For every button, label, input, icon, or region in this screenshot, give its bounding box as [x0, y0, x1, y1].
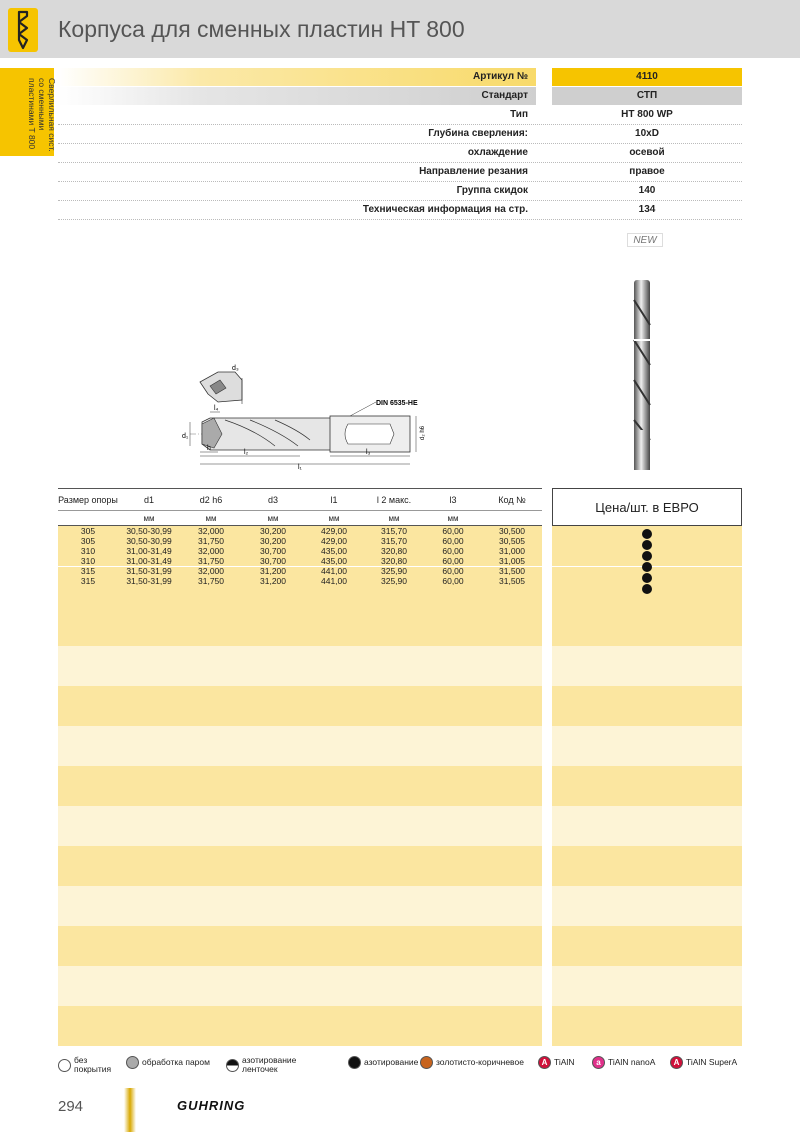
spec-row [58, 87, 742, 106]
legend-item [592, 1056, 655, 1069]
unit-cell [58, 511, 118, 525]
page-footer [0, 1088, 800, 1132]
section-tab-label: Сверлильная сист. со сменными пластинами T 800 [27, 78, 57, 152]
brand-logo: GUHRING [177, 1098, 246, 1113]
table-cell: 31,50-31,99 [126, 566, 172, 576]
table-band [58, 966, 542, 1006]
row-divider [58, 219, 742, 220]
table-cell: 31,00-31,49 [126, 546, 172, 556]
spec-label: Группа скидок [58, 182, 536, 200]
table-cell: 320,80 [381, 546, 407, 556]
table-cell: 315 [80, 566, 96, 576]
table-band [58, 726, 542, 766]
spec-row [58, 125, 742, 144]
legend-label: азотирование [364, 1057, 419, 1067]
h-label: h [207, 445, 211, 452]
section-tab [0, 68, 57, 156]
units-row [58, 510, 542, 526]
table-cell: 310 [80, 546, 96, 556]
table-cell: 31,750 [198, 576, 224, 586]
table-band [58, 606, 542, 646]
legend-label: золотисто-коричневое [436, 1057, 524, 1067]
spec-label: Техническая информация на стр. [58, 201, 536, 219]
unit-cell [482, 511, 542, 525]
legend-label: азотирование ленточек [242, 1055, 297, 1074]
spec-label: Артикул № [58, 68, 536, 86]
l4-label: l₄ [214, 405, 219, 412]
table-cell: 305 [80, 526, 96, 536]
coating-swatch-icon [226, 1059, 239, 1072]
table-band [58, 686, 542, 726]
spec-value: 134 [638, 204, 656, 215]
table-cell: 32,000 [198, 526, 224, 536]
unit-cell: мм [143, 514, 155, 523]
table-cell: 31,50-31,99 [126, 576, 172, 586]
table-cell: 60,00 [442, 566, 464, 576]
price-band [552, 966, 742, 1006]
spec-value: осевой [629, 147, 665, 158]
price-band [552, 926, 742, 966]
column-header: Размер опоры [58, 488, 118, 510]
coating-swatch-icon [348, 1056, 361, 1069]
table-cell: 60,00 [442, 546, 464, 556]
table-cell: 441,00 [321, 576, 347, 586]
table-cell: 429,00 [321, 526, 347, 536]
table-cell: 30,200 [260, 526, 286, 536]
spec-row [58, 163, 742, 182]
price-band [552, 606, 742, 646]
page-header [0, 0, 800, 58]
table-cell: 32,000 [198, 546, 224, 556]
coating-swatch-icon: A [538, 1056, 551, 1069]
table-cell: 60,00 [442, 576, 464, 586]
column-header: l 2 макс. [364, 488, 424, 510]
availability-dot [642, 562, 652, 572]
table-band [58, 806, 542, 846]
table-row[interactable] [58, 566, 542, 576]
price-band [552, 686, 742, 726]
footer-divider [124, 1088, 136, 1132]
column-header: d2 h6 [180, 488, 242, 510]
legend-item [670, 1056, 737, 1069]
table-cell: 30,500 [499, 526, 525, 536]
table-cell: 60,00 [442, 526, 464, 536]
legend-label: TiAlN [554, 1057, 575, 1067]
availability-dot [642, 573, 652, 583]
legend-item [226, 1056, 304, 1074]
table-cell: 31,000 [499, 546, 525, 556]
legend-label: без покрытия [74, 1055, 112, 1074]
legend-item [420, 1056, 524, 1069]
table-cell: 435,00 [321, 556, 347, 566]
price-band [552, 886, 742, 926]
spec-label: Глубина сверления: [58, 125, 536, 143]
table-cell: 30,200 [260, 536, 286, 546]
table-band [58, 926, 542, 966]
spec-value: 4110 [552, 68, 742, 86]
spec-label: Стандарт [58, 87, 536, 105]
table-cell: 60,00 [442, 556, 464, 566]
table-cell: 429,00 [321, 536, 347, 546]
page-title: Корпуса для сменных пластин HT 800 [58, 16, 465, 42]
coating-swatch-icon: A [670, 1056, 683, 1069]
table-cell: 325,90 [381, 576, 407, 586]
spec-value: СТП [552, 87, 742, 105]
table-cell: 310 [80, 556, 96, 566]
column-header: l3 [424, 488, 482, 510]
unit-cell: мм [388, 514, 400, 523]
availability-dot [642, 551, 652, 561]
spec-label: Тип [58, 106, 536, 124]
legend-item [126, 1056, 210, 1069]
spec-table [58, 68, 742, 220]
coating-swatch-icon [58, 1059, 71, 1072]
spec-row [58, 201, 742, 220]
l1-label: l₁ [298, 464, 302, 470]
table-cell: 31,750 [198, 536, 224, 546]
price-band [552, 806, 742, 846]
l2-label: l₂ [244, 449, 249, 456]
table-cell: 30,700 [260, 546, 286, 556]
column-header: d3 [242, 488, 304, 510]
table-cell: 30,50-30,99 [126, 536, 172, 546]
spec-label: Направление резания [58, 163, 536, 181]
table-cell: 315 [80, 576, 96, 586]
spec-row [58, 144, 742, 163]
price-band [552, 1006, 742, 1046]
spec-value: 10xD [635, 128, 659, 139]
page-number: 294 [58, 1098, 84, 1115]
price-band [552, 646, 742, 686]
legend-item [58, 1055, 112, 1074]
spec-row [58, 182, 742, 201]
table-cell: 305 [80, 536, 96, 546]
table-cell: 31,505 [499, 576, 525, 586]
table-cell: 435,00 [321, 546, 347, 556]
column-header: Код № [482, 488, 542, 510]
table-cell: 31,500 [499, 566, 525, 576]
table-cell: 30,505 [499, 536, 525, 546]
table-band [58, 1006, 542, 1046]
table-cell: 31,00-31,49 [126, 556, 172, 566]
spec-value: HT 800 WP [621, 109, 673, 120]
legend-label: TiAlN nanoA [608, 1057, 656, 1067]
table-cell: 30,50-30,99 [126, 526, 172, 536]
spec-label: охлаждение [58, 144, 536, 162]
drill-icon [8, 8, 38, 52]
d1-label: d₁ [182, 433, 189, 440]
price-band [552, 846, 742, 886]
l3-label: l₃ [366, 449, 371, 456]
spec-row [58, 68, 742, 87]
legend-item [348, 1056, 418, 1069]
spec-row [58, 106, 742, 125]
table-cell: 441,00 [321, 566, 347, 576]
table-cell: 325,90 [381, 566, 407, 576]
table-row[interactable] [58, 576, 542, 586]
table-band [58, 886, 542, 926]
spec-value: 140 [638, 185, 656, 196]
drill-photo [620, 270, 664, 480]
unit-cell: мм [447, 514, 459, 523]
spec-value: правое [629, 166, 665, 177]
legend-label: TiAlN SuperA [686, 1057, 738, 1067]
table-cell: 31,200 [260, 566, 286, 576]
table-row[interactable] [58, 536, 542, 546]
din-label: DIN 6535-HE [376, 400, 418, 407]
new-badge: NEW [627, 233, 663, 247]
product-table [58, 488, 542, 586]
table-band [58, 646, 542, 686]
column-header: l1 [304, 488, 364, 510]
coating-swatch-icon [420, 1056, 433, 1069]
table-cell: 320,80 [381, 556, 407, 566]
legend-item [538, 1056, 574, 1069]
table-cell: 315,70 [381, 536, 407, 546]
table-cell: 315,70 [381, 526, 407, 536]
technical-drawing [180, 360, 430, 470]
legend-label: обработка паром [142, 1057, 210, 1067]
price-header: Цена/шт. в ЕВРО [552, 488, 742, 526]
table-row[interactable] [58, 526, 542, 536]
table-row[interactable] [58, 546, 542, 556]
column-header: d1 [118, 488, 180, 510]
coating-swatch-icon: a [592, 1056, 605, 1069]
table-header-row [58, 488, 542, 510]
table-row[interactable] [58, 556, 542, 566]
table-band [58, 846, 542, 886]
table-cell: 31,750 [198, 556, 224, 566]
table-cell: 31,200 [260, 576, 286, 586]
availability-dot [642, 540, 652, 550]
availability-dot [642, 584, 652, 594]
price-band [552, 766, 742, 806]
table-cell: 32,000 [198, 566, 224, 576]
d3-label: d₃ [232, 365, 239, 372]
unit-cell: мм [267, 514, 279, 523]
unit-cell: мм [328, 514, 340, 523]
table-band [58, 766, 542, 806]
d2-label: d₂ h6 [420, 425, 426, 440]
unit-cell: мм [205, 514, 217, 523]
table-cell: 30,700 [260, 556, 286, 566]
table-cell: 31,005 [499, 556, 525, 566]
coating-swatch-icon [126, 1056, 139, 1069]
price-band [552, 726, 742, 766]
table-cell: 60,00 [442, 536, 464, 546]
availability-dot [642, 529, 652, 539]
